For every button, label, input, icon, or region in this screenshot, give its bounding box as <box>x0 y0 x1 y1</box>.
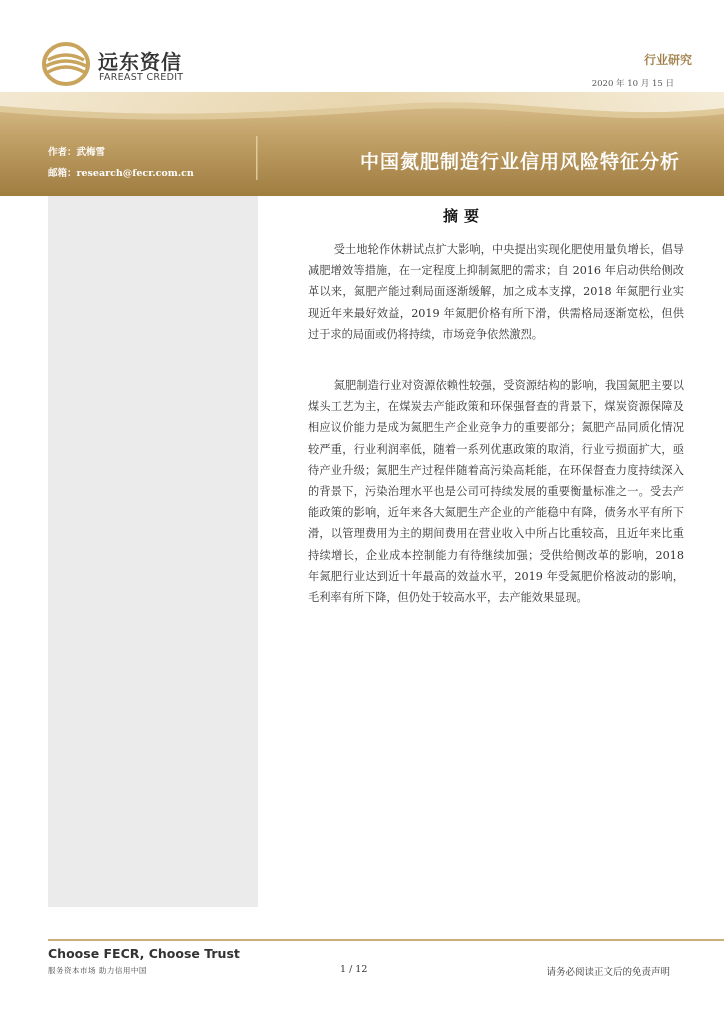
report-type: 行业研究 <box>643 53 692 67</box>
author-email: 邮箱：research@fecr.com.cn <box>48 168 194 179</box>
fareast-credit-logo-icon <box>42 42 90 86</box>
abstract-paragraph: 受土地轮作休耕试点扩大影响，中央提出实现化肥使用量负增长，倡导减肥增效等措施，在一定程度上抑制氮肥的需求；自 2016 年启动供给侧改革以来，氮肥产能过剩局面逐渐缓解，加之成本支撑，2018 年氮肥行业实现近年来最好效益，2019 年氮肥价格有所下滑，供需格局逐渐宽松，但供过于求的局面或仍将持续，市场竞争依然激烈。 <box>308 243 684 341</box>
abstract-paragraph: 氮肥制造行业对资源依赖性较强，受资源结构的影响，我国氮肥主要以煤头工艺为主，在煤炭去产能政策和环保强督查的背景下，煤炭资源保障及相应议价能力是成为氮肥生产企业竞争力的重要部分；氮肥产品同质化情况较严重，行业利润率低，随着一系列优惠政策的取消，行业亏损面扩大，亟待产业升级；氮肥生产过程伴随着高污染高耗能，在环保督查力度持续深入的背景下，污染治理水平也是公司可持续发展的重要衡量标准之一。受去产能政策的影响，近年来各大氮肥生产企业的产能稳中有降，债务水平有所下滑，以管理费用为主的期间费用在营业收入中所占比重较高，且近年来比重持续增长，企业成本控制能力有待继续加强；受供给侧改革的影响，2018 年氮肥行业达到近十年最高的效益水平，2019 年受氮肥价格波动的影响，毛利率有所下降，但仍处于较高水平，去产能效果显现。 <box>308 379 684 605</box>
report-date: 2020 年 10 月 15 日 <box>591 79 674 89</box>
disclaimer-note: 请务必阅读正文后的免责声明 <box>546 967 670 978</box>
report-title: 中国氮肥制造行业信用风险特征分析 <box>359 151 680 173</box>
abstract-heading: 摘要 <box>443 207 486 225</box>
author: 作者：武梅雪 <box>48 147 106 158</box>
footer-slogan: 服务资本市场 助力信用中国 <box>48 966 147 975</box>
footer-divider <box>48 939 724 941</box>
logo-name-cn: 远东资信 <box>98 50 182 74</box>
side-panel <box>48 196 258 907</box>
footer-brand: Choose FECR, Choose Trust <box>48 946 240 961</box>
page-number: 1 / 12 <box>340 964 368 975</box>
company-logo <box>42 42 192 86</box>
title-banner <box>0 92 724 196</box>
logo-name-en: FAREAST CREDIT <box>99 72 184 83</box>
